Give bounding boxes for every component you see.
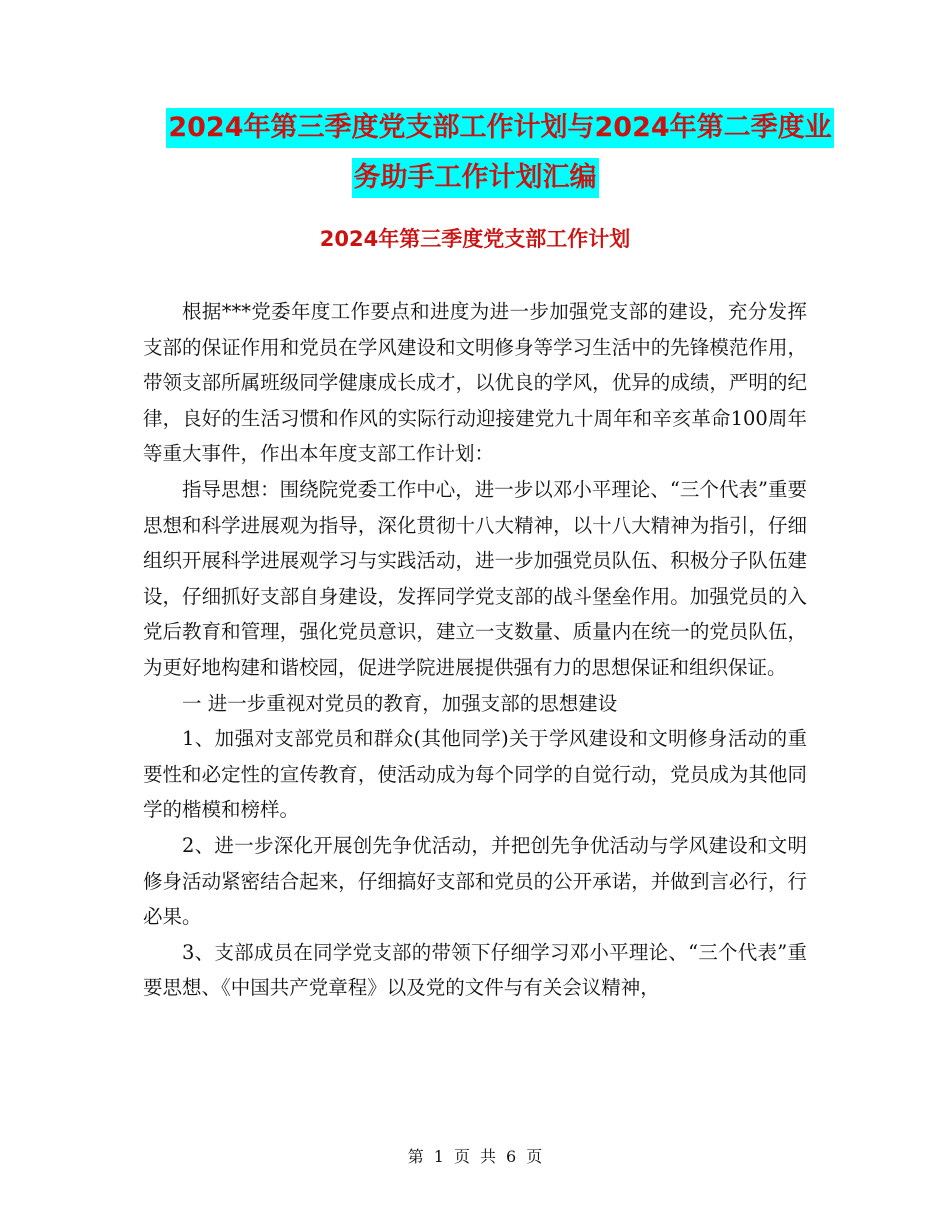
paragraph-item-3: 3、支部成员在同学党支部的带领下仔细学习邓小平理论、“三个代表”重要思想、《中国共产党章程》以及党的文件与有关会议精神， bbox=[143, 940, 807, 1000]
footer-label-page: 第 bbox=[407, 1147, 424, 1166]
section-heading: 2024年第三季度党支部工作计划 bbox=[319, 227, 631, 251]
footer-total-pages: 6 bbox=[506, 1147, 517, 1166]
paragraph-item-1: 1、加强对支部党员和群众(其他同学)关于学风建设和文明修身活动的重要性和必定性的宣传教育，使活动成为每个同学的自觉行动，党员成为其他同学的楷模和榜样。 bbox=[143, 727, 807, 822]
paragraph-guiding-ideology: 指导思想：围绕院党委工作中心，进一步以邓小平理论、“三个代表”重要思想和科学进展观为指导，深化贯彻十八大精神，以十八大精神为指引，仔细组织开展科学进展观学习与实践活动，进一步加强党员队伍、积极分子队伍建设，仔细抓好支部自身建设，发挥同学党支部的战斗堡垒作用。加强党员的入党后教育和管理，强化党员意识，建立一支数量、质量内在统一的党员队伍，为更好地构建和谐校园，促进学院进展提供强有力的思想保证和组织保证。 bbox=[143, 477, 807, 679]
paragraph-section-one: 一 进一步重视对党员的教育，加强支部的思想建设 bbox=[182, 691, 618, 715]
page-footer bbox=[0, 1145, 950, 1169]
title-line-2: 务助手工作计划汇编 bbox=[352, 158, 599, 198]
footer-label-ye2: 页 bbox=[526, 1147, 543, 1166]
footer-current-page: 1 bbox=[433, 1147, 444, 1166]
footer-label-total: 共 bbox=[480, 1147, 497, 1166]
paragraph-item-2: 2、进一步深化开展创先争优活动，并把创先争优活动与学风建设和文明修身活动紧密结合起来，仔细搞好支部和党员的公开承诺，并做到言必行，行必果。 bbox=[143, 833, 807, 929]
document-title bbox=[0, 108, 950, 208]
footer-label-ye: 页 bbox=[453, 1147, 470, 1166]
title-line-1: 2024年第三季度党支部工作计划与2024年第二季度业 bbox=[166, 108, 833, 148]
paragraph-intro: 根据***党委年度工作要点和进度为进一步加强党支部的建设，充分发挥支部的保证作用和党员在学风建设和文明修身等学习生活中的先锋模范作用，带领支部所属班级同学健康成长成才，以优良的学风，优异的成绩，严明的纪律，良好的生活习惯和作风的实际行动迎接建党九十周年和辛亥革命100周年等重大事件，作出本年度支部工作计划： bbox=[143, 300, 807, 466]
document-body bbox=[143, 294, 807, 1006]
